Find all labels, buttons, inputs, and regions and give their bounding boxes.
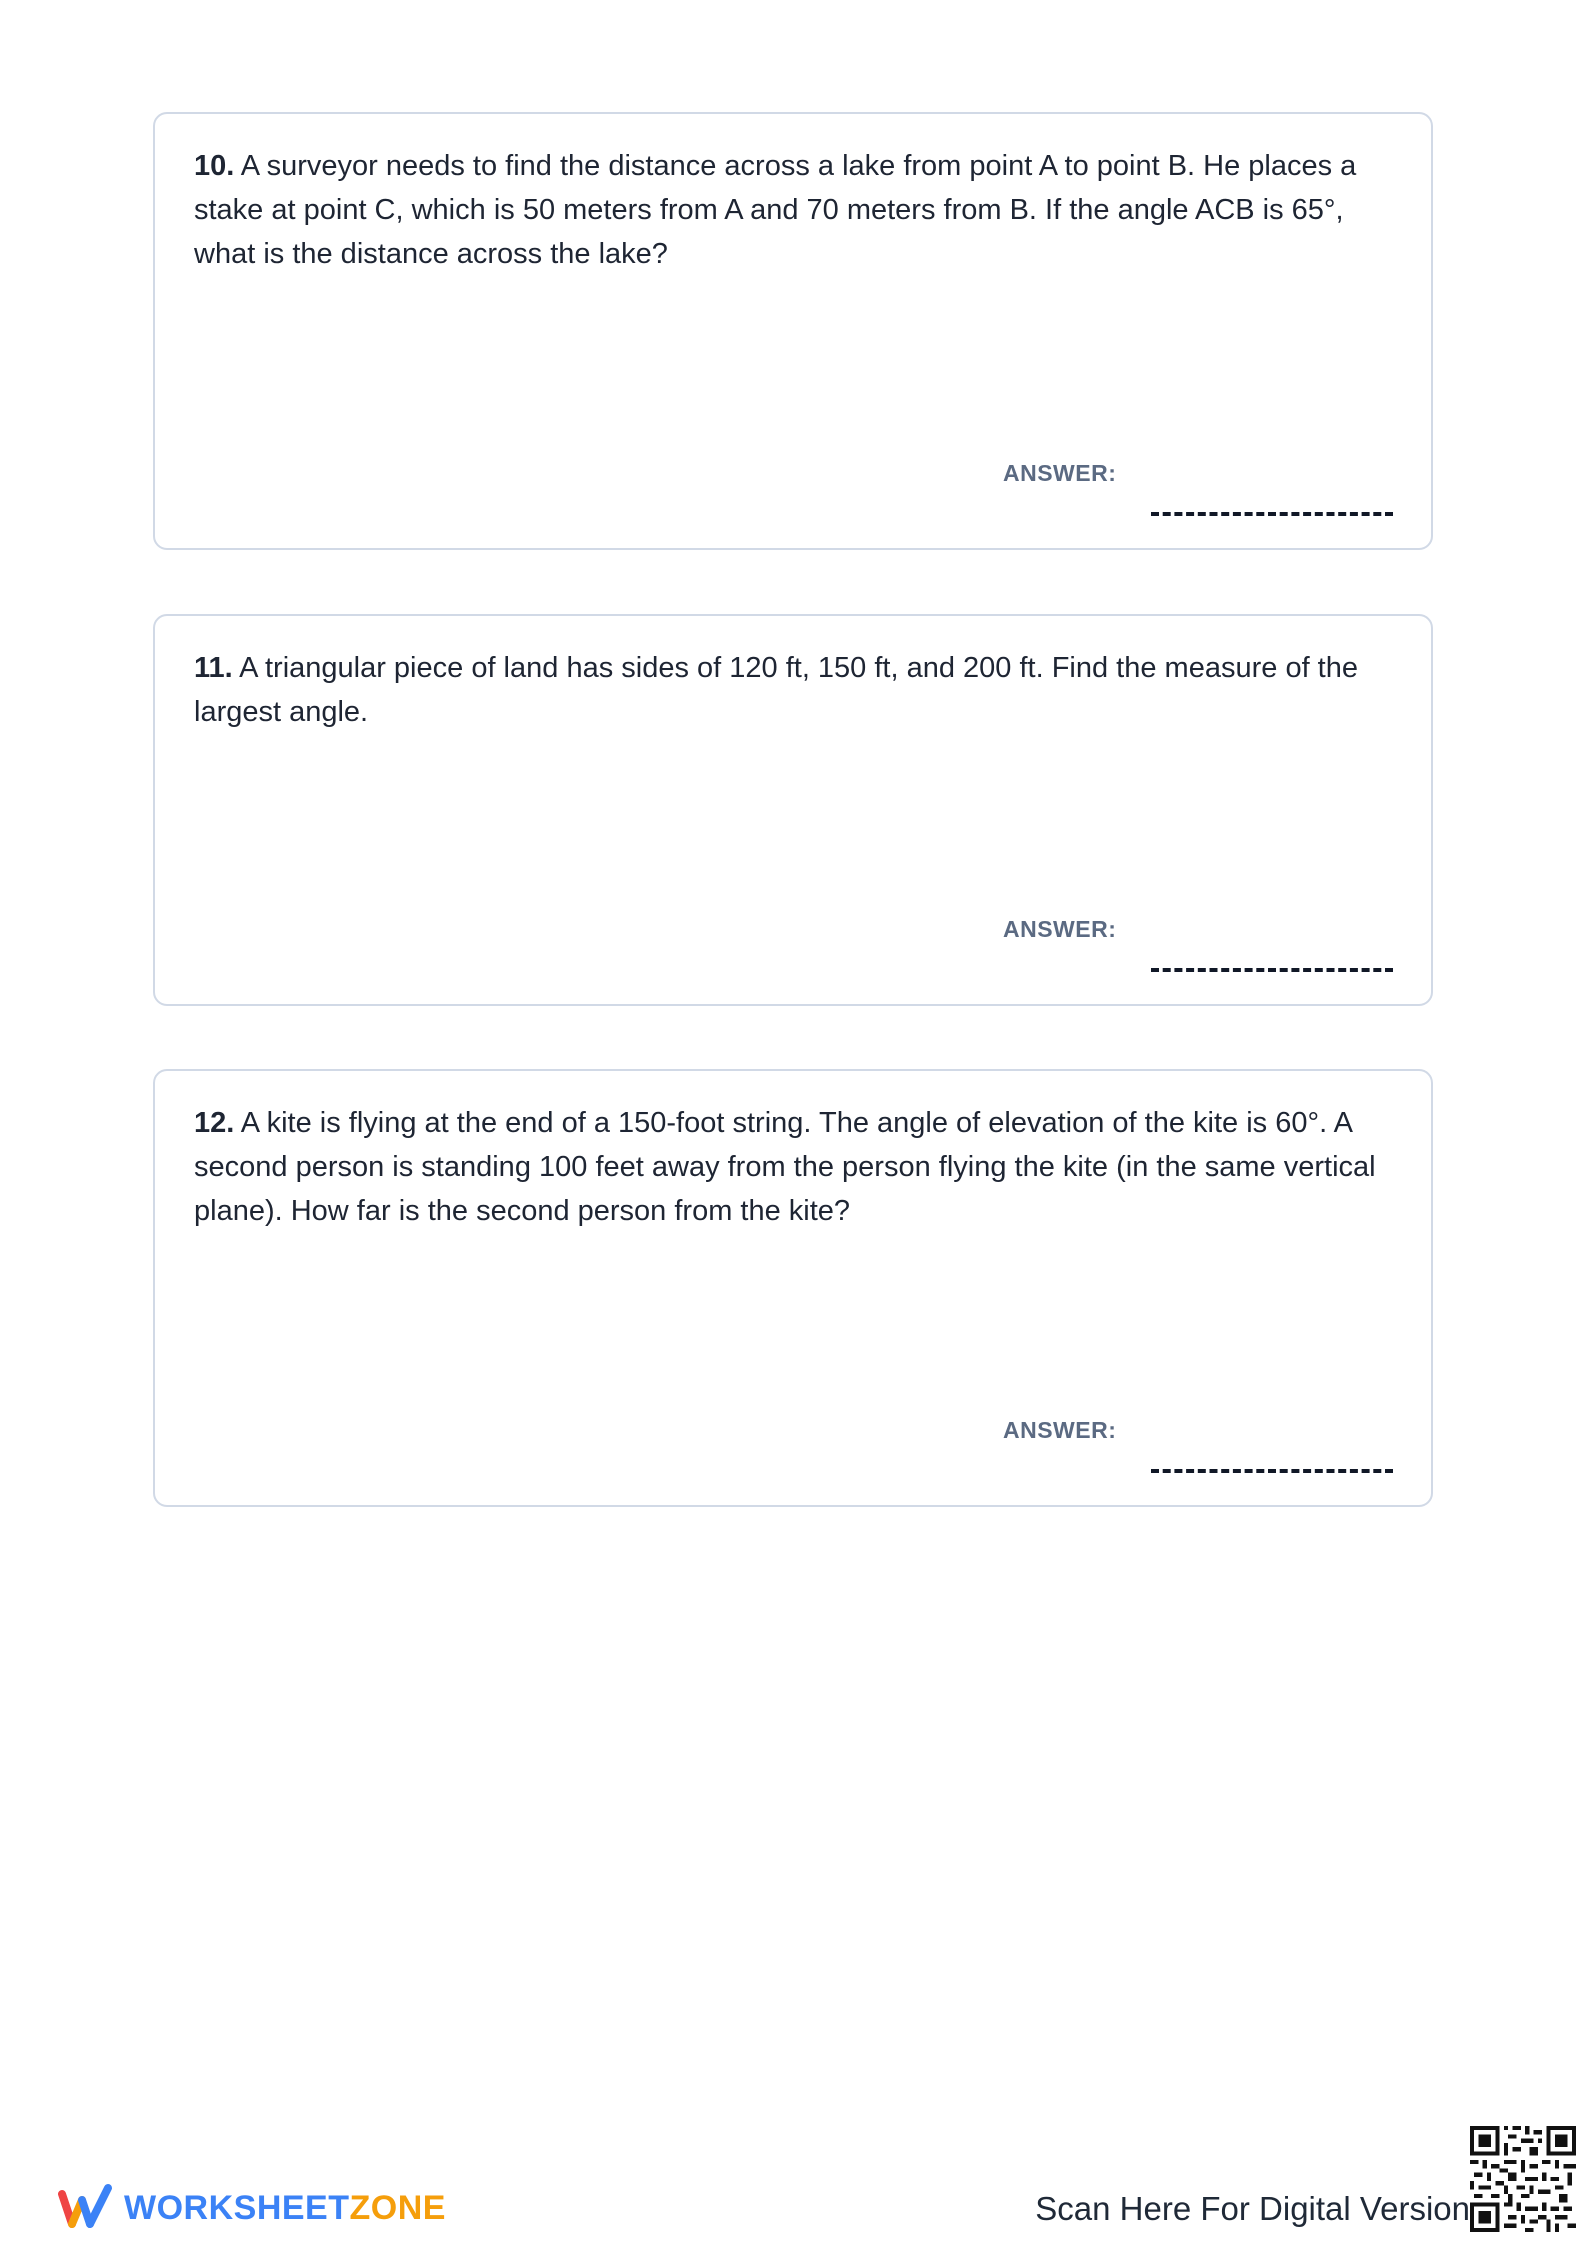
question-body: A triangular piece of land has sides of 120 ft, 150 ft, and 200 ft. Find the measure of the largest angle. bbox=[194, 652, 1358, 728]
answer-row bbox=[1003, 916, 1393, 976]
question-text bbox=[194, 1101, 1391, 1233]
brand-name bbox=[124, 2189, 446, 2228]
answer-row bbox=[1003, 460, 1393, 520]
question-card-12 bbox=[153, 1069, 1433, 1507]
question-number: 10. bbox=[194, 150, 235, 182]
question-number: 11. bbox=[194, 652, 233, 684]
brand-name-part1: WORKSHEET bbox=[124, 2188, 350, 2227]
brand-name-part2: ZONE bbox=[349, 2188, 446, 2227]
question-card-11 bbox=[153, 614, 1433, 1006]
qr-code-icon[interactable] bbox=[1470, 2126, 1576, 2232]
question-number: 12. bbox=[194, 1107, 235, 1139]
brand-logo bbox=[58, 2180, 446, 2236]
worksheetzone-logo-icon bbox=[58, 2180, 114, 2236]
answer-blank[interactable] bbox=[1151, 1469, 1393, 1473]
question-card-10 bbox=[153, 112, 1433, 550]
question-text bbox=[194, 144, 1391, 276]
answer-blank[interactable] bbox=[1151, 512, 1393, 516]
answer-label: ANSWER: bbox=[1003, 916, 1117, 942]
scan-caption: Scan Here For Digital Version bbox=[1035, 2190, 1470, 2227]
question-body: A kite is flying at the end of a 150-foot string. The angle of elevation of the kite is 60°. A second person is standing 100 feet away from the person flying the kite (in the same vertical plane). How far is the second person from the kite? bbox=[194, 1107, 1376, 1227]
question-text bbox=[194, 646, 1391, 734]
answer-label: ANSWER: bbox=[1003, 460, 1117, 486]
answer-label: ANSWER: bbox=[1003, 1417, 1117, 1443]
answer-blank[interactable] bbox=[1151, 968, 1393, 972]
answer-row bbox=[1003, 1417, 1393, 1477]
question-body: A surveyor needs to find the distance across a lake from point A to point B. He places a stake at point C, which is 50 meters from A and 70 meters from B. If the angle ACB is 65°, what is the distance across the lake? bbox=[194, 150, 1357, 270]
